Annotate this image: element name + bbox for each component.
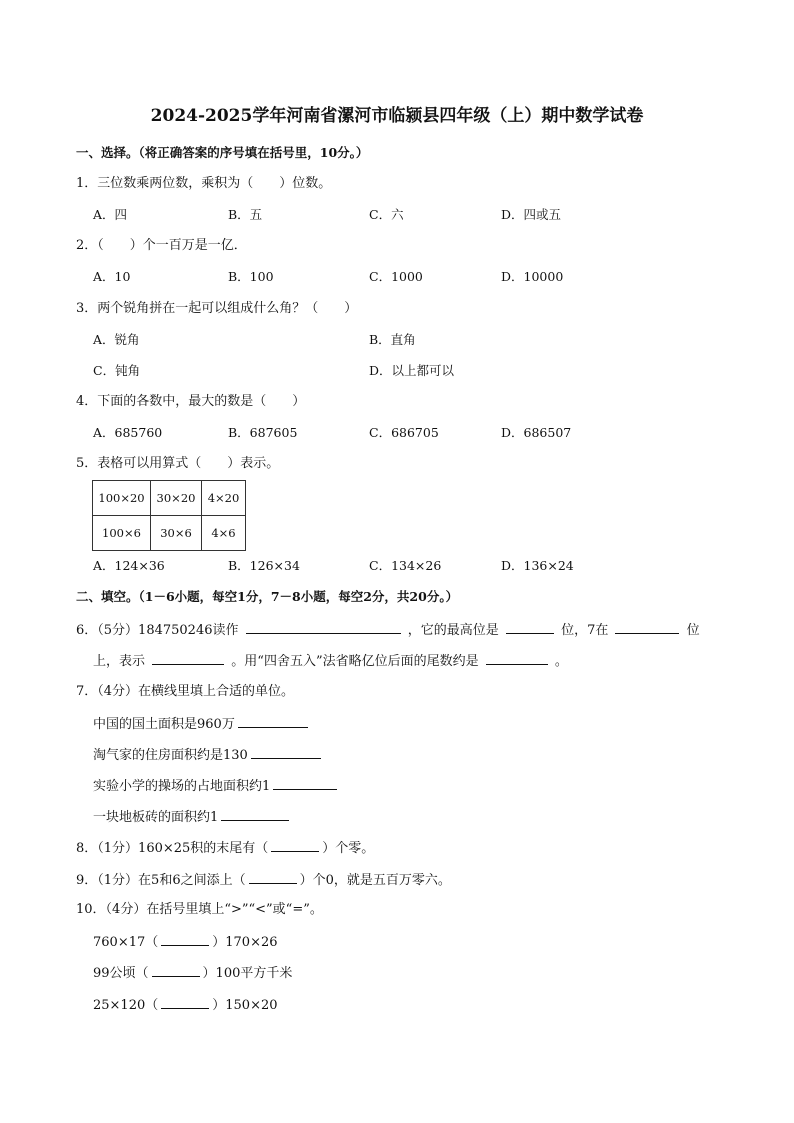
q1-option-a: A．四 xyxy=(93,207,128,222)
q10-right: ）150×20 xyxy=(212,998,278,1013)
q5-option-a: A．124×36 xyxy=(93,558,165,573)
q6-answer-blank-highest-place[interactable] xyxy=(506,620,554,634)
q10-row-3 xyxy=(93,995,278,1015)
q6-answer-blank-seven-place[interactable] xyxy=(615,620,679,634)
question-6-line-1 xyxy=(76,620,700,640)
q6-text-d: 位 xyxy=(686,623,700,638)
q6-text-c: 位，7在 xyxy=(561,623,609,638)
q7-item-4 xyxy=(93,807,292,827)
question-6-line-2 xyxy=(93,651,568,671)
q6-answer-blank-reading[interactable] xyxy=(246,620,401,634)
q7-answer-blank[interactable] xyxy=(238,714,308,728)
q3-option-c: C．钝角 xyxy=(93,363,141,378)
table-cell: 30×6 xyxy=(151,516,202,551)
section-heading-fill-in: 二、填空。（1－6小题，每空1分，7－8小题，每空2分，共20分。） xyxy=(76,589,459,604)
q5-option-d: D．136×24 xyxy=(501,558,574,573)
q10-left: 25×120（ xyxy=(93,998,159,1013)
q4-option-a: A．685760 xyxy=(93,425,163,440)
q2-option-c: C．1000 xyxy=(369,269,423,284)
question-7: 7．（4分）在横线里填上合适的单位。 xyxy=(76,684,295,699)
q7-item-2 xyxy=(93,745,324,765)
q7-answer-blank[interactable] xyxy=(251,745,321,759)
q2-option-b: B．100 xyxy=(228,269,274,284)
q5-option-c: C．134×26 xyxy=(369,558,442,573)
q10-left: 760×17（ xyxy=(93,935,159,950)
question-1: 1．三位数乘两位数，乘积为（ ）位数。 xyxy=(76,176,332,191)
q6-text-e: 上，表示 xyxy=(93,654,146,669)
q3-option-d: D．以上都可以 xyxy=(369,363,455,378)
table-cell: 100×6 xyxy=(93,516,151,551)
q6-text-f: 。用“四舍五入”法省略亿位后面的尾数约是 xyxy=(231,654,479,669)
q6-answer-blank-meaning[interactable] xyxy=(152,651,224,665)
q4-option-c: C．686705 xyxy=(369,425,439,440)
q10-row-2 xyxy=(93,963,292,983)
q9-text-a: 9．（1分）在5和6之间添上（ xyxy=(76,873,246,888)
table-cell: 100×20 xyxy=(93,481,151,516)
q10-right: ）100平方千米 xyxy=(202,966,293,981)
q4-option-d: D．686507 xyxy=(501,425,572,440)
q6-text-b: ，它的最高位是 xyxy=(407,623,499,638)
q4-option-b: B．687605 xyxy=(228,425,298,440)
q10-answer-blank[interactable] xyxy=(161,932,209,946)
q1-option-b: B．五 xyxy=(228,207,263,222)
q3-option-b: B．直角 xyxy=(369,332,416,347)
q6-answer-blank-approx[interactable] xyxy=(486,651,548,665)
section-heading-choice: 一、选择。（将正确答案的序号填在括号里，10分。） xyxy=(76,145,369,160)
q7-answer-blank[interactable] xyxy=(221,807,289,821)
question-4: 4．下面的各数中，最大的数是（ ） xyxy=(76,394,306,409)
question-8 xyxy=(76,838,374,858)
q7-item-text: 实验小学的操场的占地面积约1 xyxy=(93,779,271,794)
table-cell: 4×6 xyxy=(202,516,246,551)
question-2: 2．（ ）个一百万是一亿． xyxy=(76,238,247,253)
table-row xyxy=(93,516,246,551)
q7-item-text: 淘气家的住房面积约是130 xyxy=(93,748,248,763)
q7-item-text: 一块地板砖的面积约1 xyxy=(93,810,219,825)
q7-item-1 xyxy=(93,714,311,734)
q10-answer-blank[interactable] xyxy=(152,963,200,977)
q2-option-d: D．10000 xyxy=(501,269,564,284)
q8-text-b: ）个零。 xyxy=(322,841,375,856)
question-3: 3．两个锐角拼在一起可以组成什么角？（ ） xyxy=(76,301,358,316)
question-5: 5．表格可以用算式（ ）表示。 xyxy=(76,456,280,471)
exam-title: 2024-2025学年河南省漯河市临颍县四年级（上）期中数学试卷 xyxy=(150,106,644,126)
q10-right: ）170×26 xyxy=(212,935,278,950)
q3-option-a: A．锐角 xyxy=(93,332,140,347)
q7-item-3 xyxy=(93,776,340,796)
q2-option-a: A．10 xyxy=(93,269,131,284)
q1-option-c: C．六 xyxy=(369,207,404,222)
q7-item-text: 中国的国土面积是960万 xyxy=(93,717,235,732)
question-9 xyxy=(76,870,451,890)
q1-option-d: D．四或五 xyxy=(501,207,562,222)
q5-multiplication-table xyxy=(92,480,246,551)
q6-text-g: 。 xyxy=(554,654,568,669)
q8-text-a: 8．（1分）160×25积的末尾有（ xyxy=(76,841,269,856)
q8-answer-blank[interactable] xyxy=(271,838,319,852)
q10-answer-blank[interactable] xyxy=(161,995,209,1009)
q6-text-a: 6．（5分）184750246读作 xyxy=(76,623,239,638)
table-cell: 30×20 xyxy=(151,481,202,516)
table-cell: 4×20 xyxy=(202,481,246,516)
q10-row-1 xyxy=(93,932,278,952)
q5-option-b: B．126×34 xyxy=(228,558,300,573)
question-10: 10．（4分）在括号里填上“>”“<”或“=”。 xyxy=(76,902,323,917)
q10-left: 99公顷（ xyxy=(93,966,149,981)
q9-answer-blank[interactable] xyxy=(249,870,297,884)
table-row xyxy=(93,481,246,516)
q9-text-b: ）个0，就是五百万零六。 xyxy=(299,873,451,888)
q7-answer-blank[interactable] xyxy=(273,776,337,790)
